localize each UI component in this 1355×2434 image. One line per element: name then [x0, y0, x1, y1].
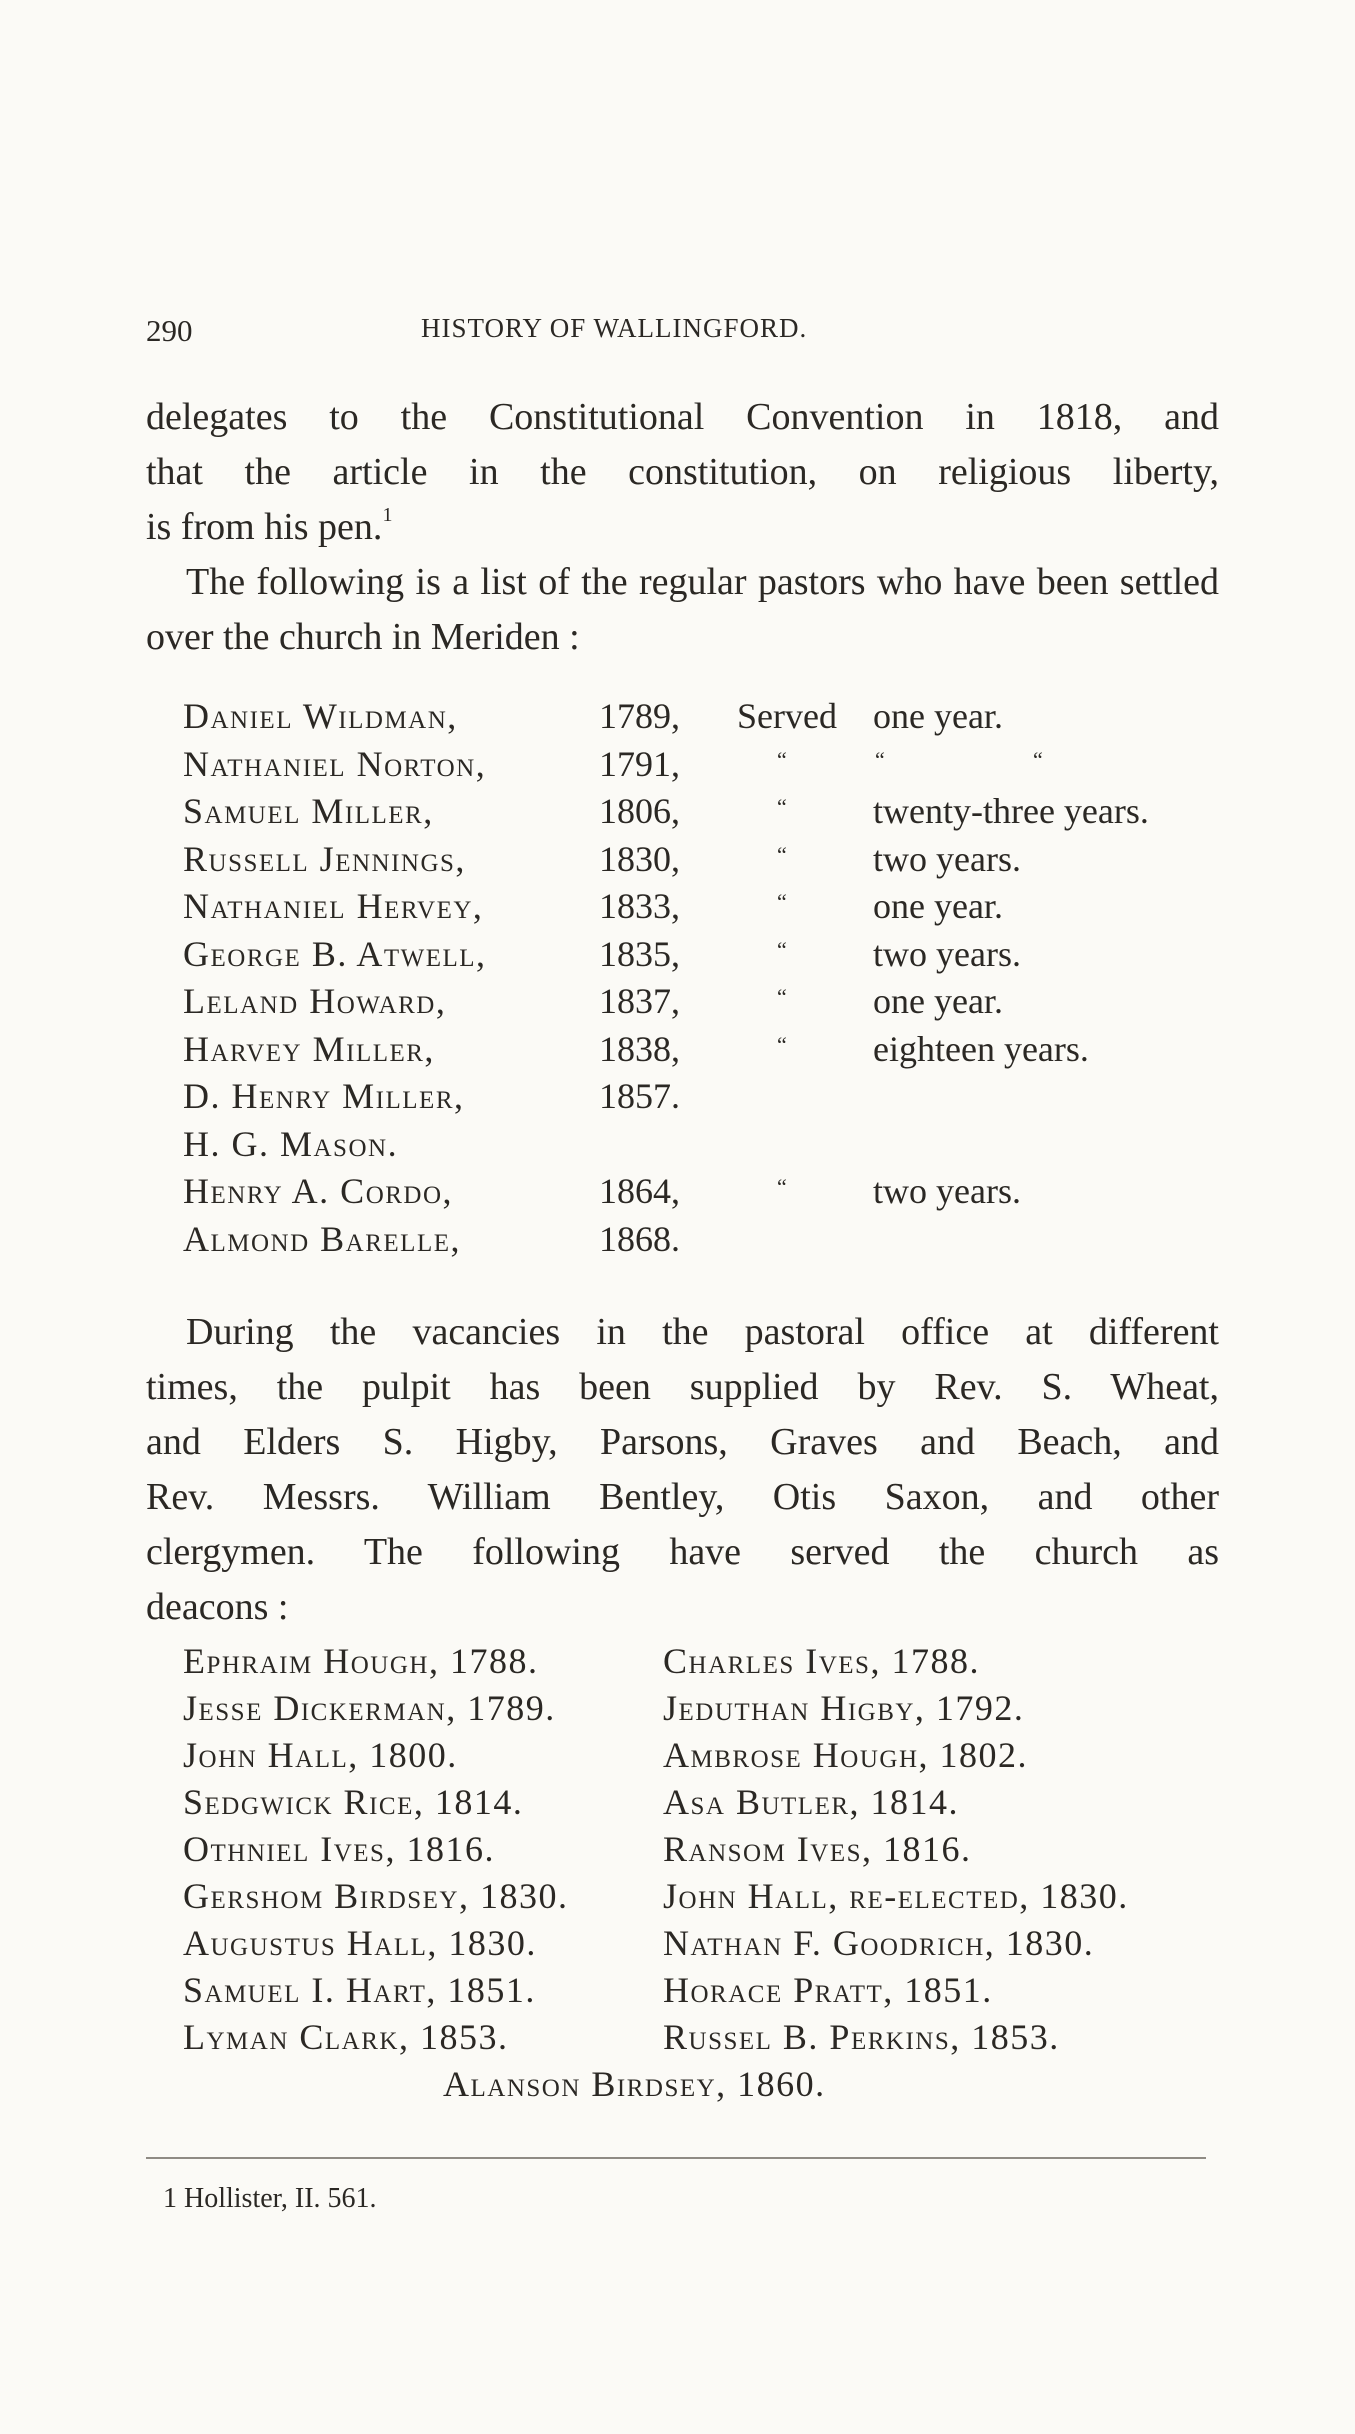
text-line: deacons :	[146, 1586, 289, 1628]
pastor-row	[183, 930, 1219, 978]
deacon-entry: Russel B. Perkins, 1853.	[663, 2017, 1060, 2057]
deacon-entry: Augustus Hall, 1830.	[183, 1923, 537, 1963]
text-line: that the article in the constitution, on religious liberty,	[146, 451, 1219, 493]
service-duration: two years.	[873, 933, 1021, 974]
pastor-year: 1833,	[599, 886, 680, 926]
ditto-mark: “	[777, 984, 787, 1009]
deacon-entry: Samuel I. Hart, 1851.	[183, 1970, 536, 2010]
deacon-row	[183, 2059, 1219, 2109]
service-duration: one year.	[873, 981, 1003, 1021]
deacon-row	[183, 1636, 1219, 1686]
deacon-entry: Asa Butler, 1814.	[663, 1782, 960, 1822]
pastor-year: 1791,	[599, 743, 680, 784]
deacon-entry: Jesse Dickerman, 1789.	[183, 1688, 556, 1728]
pastor-row	[183, 977, 1219, 1025]
service-duration: eighteen years.	[873, 1028, 1089, 1069]
ditto-mark: “	[777, 746, 787, 772]
pastor-year: 1838,	[599, 1028, 680, 1069]
deacon-entry: Horace Pratt, 1851.	[663, 1970, 993, 2010]
pastor-name: Henry A. Cordo,	[183, 1171, 454, 1211]
pastor-row	[183, 1167, 1219, 1215]
ditto-mark: “	[777, 1031, 787, 1057]
pastor-name: Nathaniel Norton,	[183, 743, 487, 784]
pastor-row	[183, 835, 1219, 883]
footnote: 1 Hollister, II. 561.	[163, 2183, 377, 2214]
deacon-row	[183, 1683, 1219, 1733]
vacancies-paragraph	[146, 1305, 1219, 1635]
running-head: HISTORY OF WALLINGFORD.	[421, 313, 808, 343]
pastor-row	[183, 1215, 1219, 1263]
text-line-content: is from his pen.	[146, 506, 383, 548]
pastor-year: 1789,	[599, 696, 680, 736]
deacon-entry: Nathan F. Goodrich, 1830.	[663, 1923, 1095, 1963]
deacon-row	[183, 2012, 1219, 2062]
deacon-row	[183, 1777, 1219, 1827]
served-label: Served	[737, 696, 837, 736]
service-duration: one year.	[873, 696, 1003, 736]
ditto-mark: “	[777, 1174, 787, 1199]
deacon-entry: Alanson Birdsey, 1860.	[443, 2064, 826, 2104]
pastor-name: Leland Howard,	[183, 981, 447, 1021]
service-duration: twenty-three years.	[873, 791, 1149, 831]
pastor-row	[183, 787, 1219, 835]
pastor-name: Russell Jennings,	[183, 838, 466, 879]
ditto-mark: “	[1033, 746, 1043, 772]
deacon-entry: John Hall, re-elected, 1830.	[663, 1876, 1129, 1916]
pastor-year: 1837,	[599, 981, 680, 1021]
text-line: times, the pulpit has been supplied by Rev. S. Wheat,	[146, 1366, 1219, 1408]
pastor-row	[183, 740, 1219, 788]
pastor-name: George B. Atwell,	[183, 933, 487, 974]
footnote-marker: 1	[382, 504, 393, 526]
deacon-entry: Jeduthan Higby, 1792.	[663, 1688, 1025, 1728]
deacons-table	[183, 1636, 1219, 2156]
footnote-divider	[146, 2157, 1206, 2159]
intro-paragraph	[146, 390, 1219, 665]
service-duration: one year.	[873, 886, 1003, 926]
text-line: Rev. Messrs. William Bentley, Otis Saxon, and other	[146, 1476, 1219, 1518]
pastor-year: 1835,	[599, 933, 680, 974]
deacon-entry: Lyman Clark, 1853.	[183, 2017, 509, 2057]
text-line: and Elders S. Higby, Parsons, Graves and Beach, and	[146, 1421, 1219, 1463]
text-line: clergymen. The following have served the church as	[146, 1531, 1219, 1573]
deacon-entry: Othniel Ives, 1816.	[183, 1829, 495, 1869]
deacon-row	[183, 1730, 1219, 1780]
service-duration: two years.	[873, 838, 1021, 879]
ditto-mark: “	[777, 889, 787, 914]
pastor-name: Daniel Wildman,	[183, 696, 458, 736]
pastor-year: 1806,	[599, 791, 680, 831]
deacon-row	[183, 1918, 1219, 1968]
ditto-mark: “	[777, 794, 787, 819]
deacon-entry: Ephraim Hough, 1788.	[183, 1641, 539, 1681]
pastor-name: Harvey Miller,	[183, 1028, 435, 1069]
pastor-year: 1864,	[599, 1171, 680, 1211]
pastor-row	[183, 692, 1219, 740]
page-number: 290	[146, 313, 193, 348]
pastor-name: D. Henry Miller,	[183, 1076, 465, 1116]
deacon-row	[183, 1824, 1219, 1874]
pastor-year: 1857.	[599, 1076, 680, 1116]
pastor-year: 1868.	[599, 1218, 680, 1259]
deacon-entry: Sedgwick Rice, 1814.	[183, 1782, 524, 1822]
pastor-name: Nathaniel Hervey,	[183, 886, 484, 926]
ditto-mark: “	[875, 746, 885, 772]
pastor-year: 1830,	[599, 838, 680, 879]
ditto-mark: “	[777, 936, 787, 962]
deacon-row	[183, 1871, 1219, 1921]
text-line: During the vacancies in the pastoral office at different	[186, 1311, 1219, 1353]
text-line	[146, 500, 1219, 555]
pastor-row	[183, 1120, 1219, 1168]
pastors-table	[183, 692, 1219, 1292]
service-duration: two years.	[873, 1171, 1021, 1211]
pastor-row	[183, 882, 1219, 930]
deacon-entry: Charles Ives, 1788.	[663, 1641, 980, 1681]
pastor-name: H. G. Mason.	[183, 1123, 399, 1164]
pastor-name: Samuel Miller,	[183, 791, 434, 831]
deacon-entry: Gershom Birdsey, 1830.	[183, 1876, 569, 1916]
deacon-row	[183, 1965, 1219, 2015]
deacon-entry: Ransom Ives, 1816.	[663, 1829, 972, 1869]
page-header	[146, 313, 1219, 353]
pastor-row	[183, 1072, 1219, 1120]
deacon-entry: John Hall, 1800.	[183, 1735, 458, 1775]
pastor-row	[183, 1025, 1219, 1073]
text-line: delegates to the Constitutional Convention in 1818, and	[146, 396, 1219, 438]
pastor-name: Almond Barelle,	[183, 1218, 461, 1259]
deacon-entry: Ambrose Hough, 1802.	[663, 1735, 1029, 1775]
list-intro: The following is a list of the regular pastors who have been settled over the church in Meriden :	[146, 561, 1219, 658]
ditto-mark: “	[777, 841, 787, 867]
